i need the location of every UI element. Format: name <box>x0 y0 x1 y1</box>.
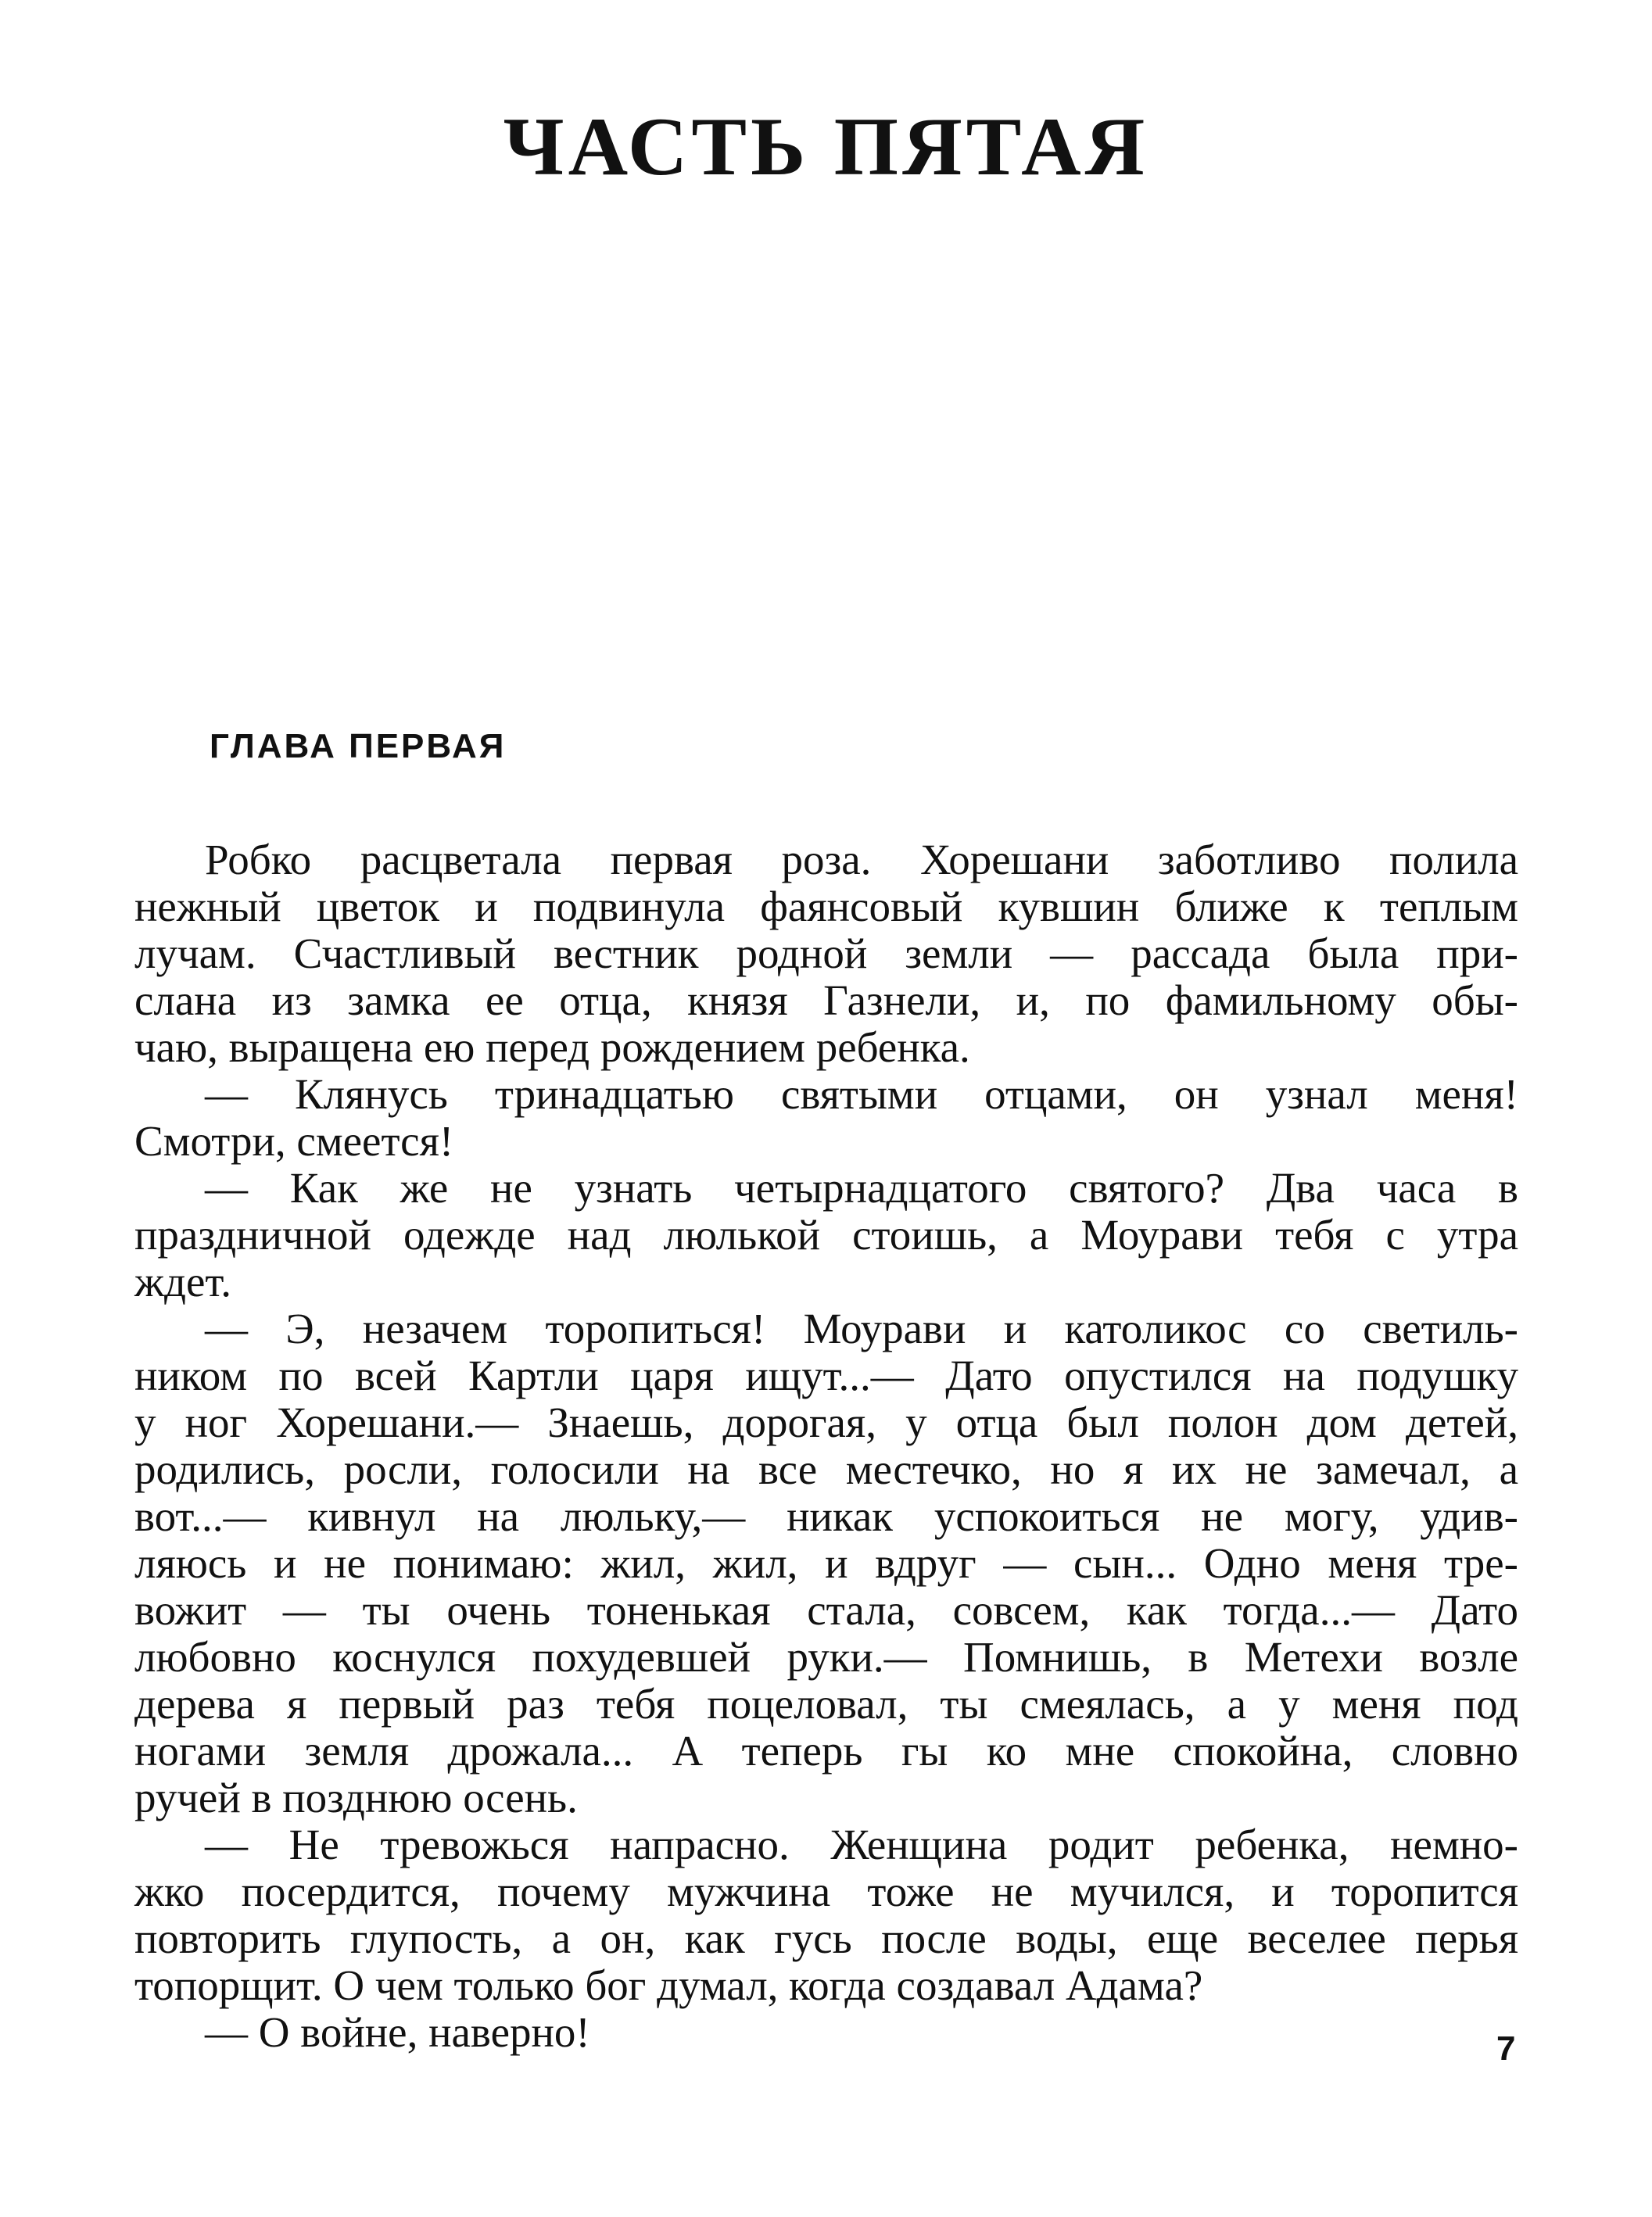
text-line: нежный цветок и подвинула фаянсовый кувшин ближе к теплым <box>134 883 1518 930</box>
text-line: у ног Хорешани.— Знаешь, дорогая, у отца был полон дом детей, <box>134 1399 1518 1446</box>
text-line: топорщит. О чем только бог думал, когда создавал Адама? <box>134 1961 1203 2009</box>
text-line: ногами земля дрожала... А теперь гы ко мне спокойна, словно <box>134 1727 1518 1775</box>
text-line: слана из замка ее отца, князя Газнели, и, по фамильному обы- <box>134 976 1518 1024</box>
text-line: Смотри, смеется! <box>134 1117 454 1165</box>
text-line: чаю, выращена ею перед рождением ребенка. <box>134 1023 970 1071</box>
text-line: — Как же не узнать четырнадцатого святого? Два часа в <box>205 1164 1518 1212</box>
page-number: 7 <box>1496 2029 1516 2068</box>
text-line: родились, росли, голосили на все местечко, но я их не замечал, а <box>134 1445 1518 1493</box>
text-line: — О войне, наверно! <box>205 2008 590 2056</box>
text-line: любовно коснулся похудевшей руки.— Помнишь, в Метехи возле <box>134 1633 1518 1681</box>
text-line: — Клянусь тринадцатью святыми отцами, он узнал меня! <box>205 1070 1518 1118</box>
text-line: ручей в позднюю осень. <box>134 1774 578 1821</box>
text-line: лучам. Счастливый вестник родной земли — рассада была при- <box>134 929 1518 977</box>
part-title: ЧАСТЬ ПЯТАЯ <box>503 101 1149 192</box>
text-line: вот...— кивнул на люльку,— никак успокоиться не могу, удив- <box>134 1492 1518 1540</box>
text-line: вожит — ты очень тоненькая стала, совсем, как тогда...— Дато <box>134 1586 1518 1634</box>
text-line: — Э, незачем торопиться! Моурави и католикос со светиль- <box>205 1305 1518 1352</box>
body-text <box>134 836 1518 2056</box>
text-line: — Не тревожься напрасно. Женщина родит ребенка, немно- <box>205 1821 1518 1868</box>
text-line: ждет. <box>134 1258 232 1305</box>
text-line: ляюсь и не понимаю: жил, жил, и вдруг — сын... Одно меня тре- <box>134 1539 1518 1587</box>
text-line: праздничной одежде над люлькой стоишь, а Моурави тебя с утра <box>134 1211 1518 1259</box>
text-line: ником по всей Картли царя ищут...— Дато опустился на подушку <box>134 1352 1518 1399</box>
text-line: Робко расцветала первая роза. Хорешани заботливо полила <box>205 836 1518 883</box>
text-line: повторить глупость, а он, как гусь после воды, еще веселее перья <box>134 1914 1518 1962</box>
chapter-title: ГЛАВА ПЕРВАЯ <box>210 727 507 765</box>
text-line: дерева я первый раз тебя поцеловал, ты смеялась, а у меня под <box>134 1680 1518 1728</box>
text-line: жко посердится, почему мужчина тоже не мучился, и торопится <box>134 1868 1518 1915</box>
